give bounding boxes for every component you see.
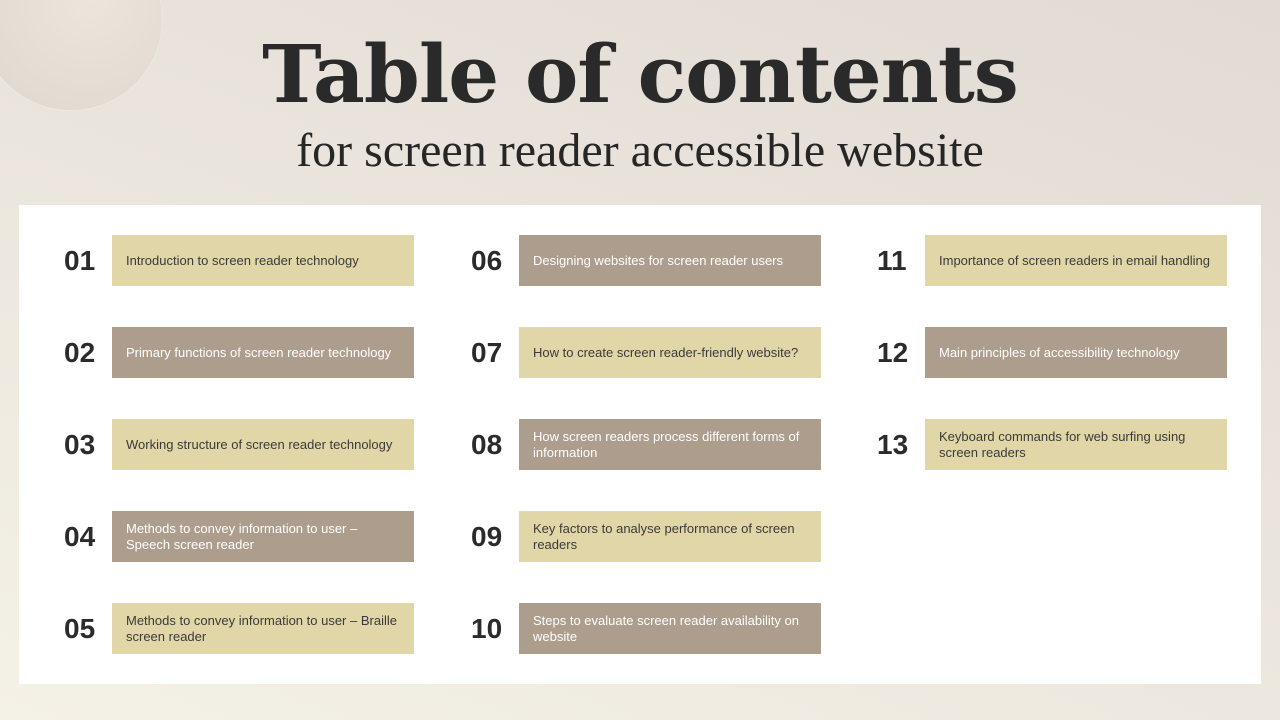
toc-number: 13 <box>877 429 909 460</box>
toc-label-box <box>519 327 821 378</box>
toc-label-box <box>925 419 1227 470</box>
toc-label-box <box>112 327 414 378</box>
toc-label: Methods to convey information to user – Speech screen reader <box>126 520 358 552</box>
toc-number: 02 <box>64 337 96 368</box>
toc-label: Importance of screen readers in email handling <box>939 252 1210 268</box>
toc-label: Primary functions of screen reader technology <box>126 344 392 360</box>
toc-number: 10 <box>471 613 503 644</box>
toc-number: 06 <box>471 245 503 276</box>
toc-item-12[interactable] <box>877 327 1241 378</box>
toc-label-box <box>519 235 821 286</box>
toc-item-09[interactable] <box>471 511 835 562</box>
toc-item-04[interactable] <box>64 511 428 562</box>
toc-label: Main principles of accessibility technology <box>939 344 1180 360</box>
toc-label-box <box>519 603 821 654</box>
toc-label-box <box>519 419 821 470</box>
toc-label: Keyboard commands for web surfing using screen readers <box>939 428 1186 460</box>
toc-number: 01 <box>64 245 96 276</box>
toc-item-01[interactable] <box>64 235 428 286</box>
page-title: Table of contents <box>262 27 1018 121</box>
toc-number: 03 <box>64 429 96 460</box>
toc-label: Designing websites for screen reader users <box>533 252 784 268</box>
toc-item-07[interactable] <box>471 327 835 378</box>
toc-label-box <box>112 419 414 470</box>
toc-label: How to create screen reader-friendly website? <box>533 344 799 360</box>
toc-number: 07 <box>471 337 503 368</box>
toc-label-box <box>112 235 414 286</box>
toc-item-02[interactable] <box>64 327 428 378</box>
toc-item-08[interactable] <box>471 419 835 470</box>
toc-label-box <box>112 603 414 654</box>
toc-item-13[interactable] <box>877 419 1241 470</box>
toc-label: Working structure of screen reader technology <box>126 436 393 452</box>
toc-label: Steps to evaluate screen reader availability on website <box>533 612 799 644</box>
toc-number: 05 <box>64 613 96 644</box>
toc-label-box <box>925 235 1227 286</box>
toc-item-06[interactable] <box>471 235 835 286</box>
toc-number: 12 <box>877 337 909 368</box>
toc-number: 11 <box>877 245 907 276</box>
toc-label: Key factors to analyse performance of screen readers <box>533 520 795 552</box>
toc-number: 08 <box>471 429 503 460</box>
toc-item-05[interactable] <box>64 603 428 654</box>
page-subtitle: for screen reader accessible website <box>296 124 984 177</box>
toc-label: Introduction to screen reader technology <box>126 252 359 268</box>
toc-item-10[interactable] <box>471 603 835 654</box>
toc-label-box <box>112 511 414 562</box>
toc-label: Methods to convey information to user – Braille screen reader <box>126 612 397 644</box>
toc-label: How screen readers process different forms of information <box>533 428 800 460</box>
toc-item-11[interactable] <box>877 235 1241 286</box>
toc-item-03[interactable] <box>64 419 428 470</box>
toc-label-box <box>925 327 1227 378</box>
contents-panel <box>19 205 1261 684</box>
toc-number: 09 <box>471 521 503 552</box>
toc-number: 04 <box>64 521 96 552</box>
toc-label-box <box>519 511 821 562</box>
